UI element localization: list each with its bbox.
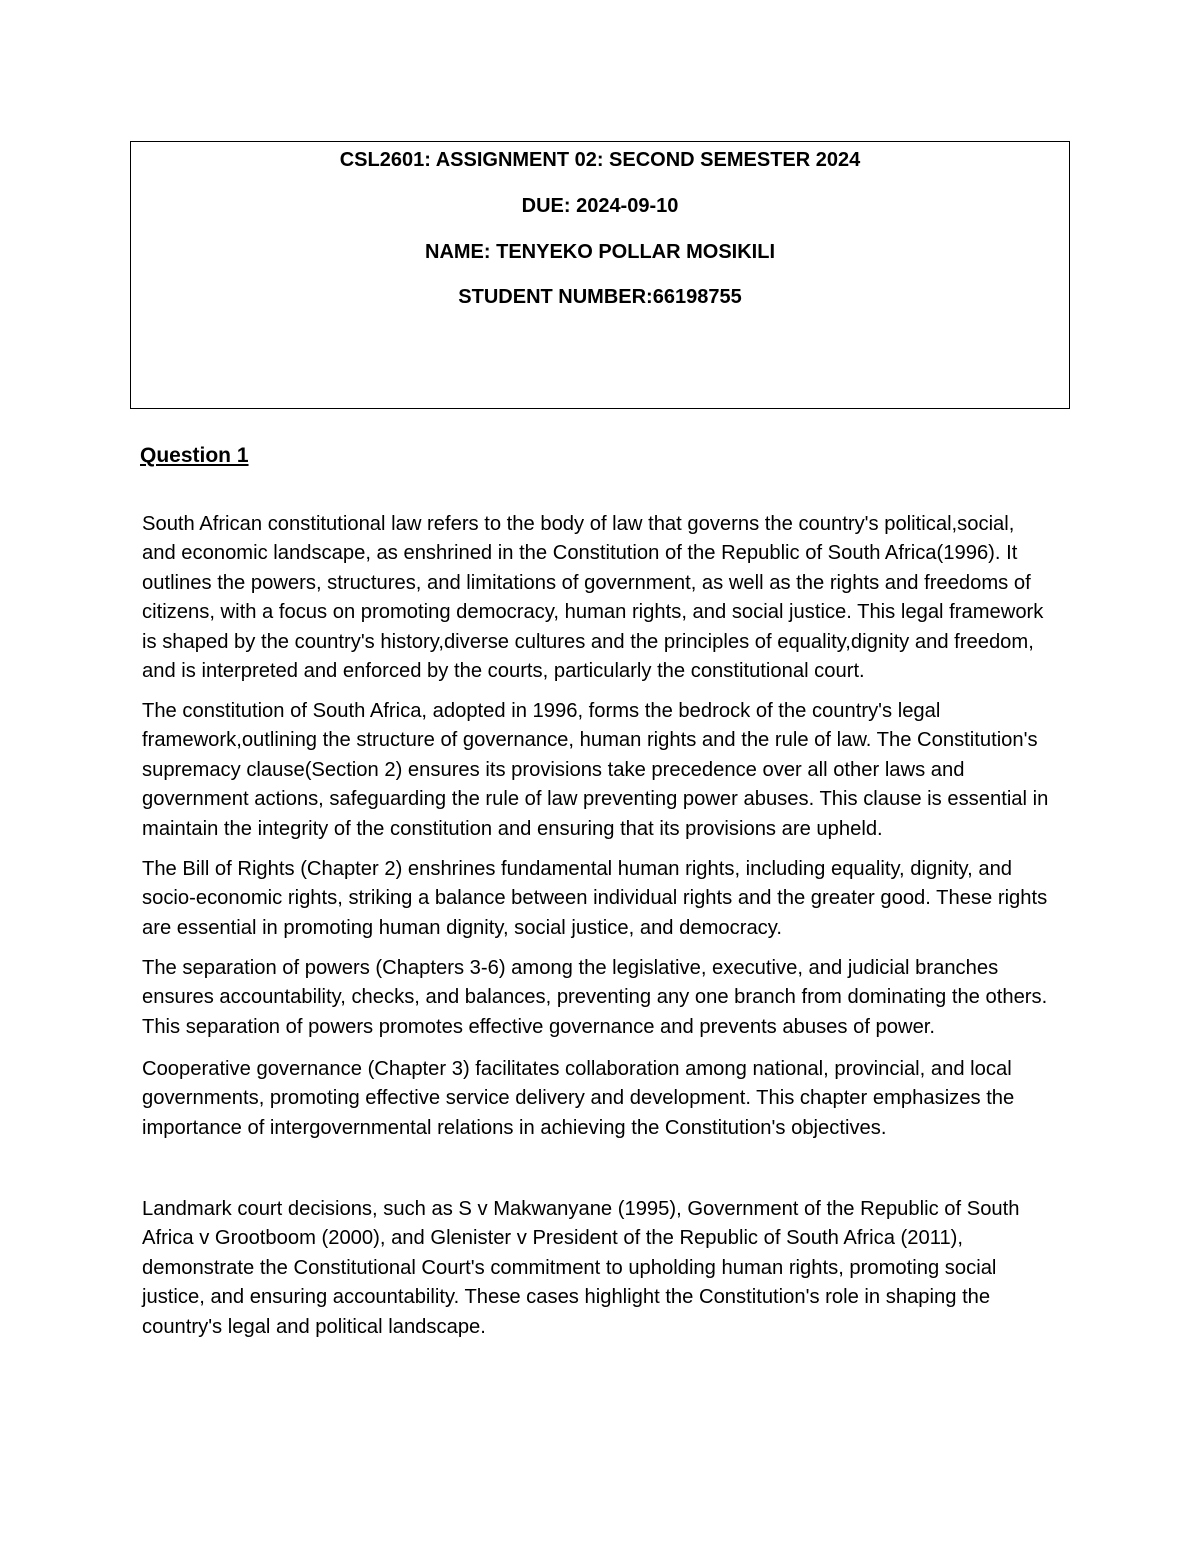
paragraph-line: country's legal and political landscape.	[142, 1315, 486, 1338]
paragraph-line: Cooperative governance (Chapter 3) facilitates collaboration among national, provincial, and local	[142, 1058, 1012, 1080]
paragraph-line: ensures accountability, checks, and balances, preventing any one branch from dominating the others.	[142, 986, 1048, 1009]
student-number: STUDENT NUMBER:66198755	[458, 286, 742, 308]
paragraph-line: importance of intergovernmental relations in achieving the Constitution's objectives.	[142, 1116, 887, 1139]
paragraph-line: The Bill of Rights (Chapter 2) enshrines fundamental human rights, including equality, dignity, and	[142, 858, 1013, 880]
paragraph-line: citizens, with a focus on promoting democracy, human rights, and social justice. This legal framework	[142, 601, 1044, 624]
paragraph-line: and economic landscape, as enshrined in the Constitution of the Republic of South Africa(1996). It	[142, 542, 1018, 565]
paragraph-line: and is interpreted and enforced by the courts, particularly the constitutional court.	[142, 660, 865, 683]
paragraph-line: demonstrate the Constitutional Court's commitment to upholding human rights, promoting social	[142, 1256, 997, 1279]
paragraph-landmark-cases	[142, 1195, 1200, 1342]
paragraph-line: socio-economic rights, striking a balance between individual rights and the greater good. These rights	[142, 887, 1048, 910]
question-heading: Question 1	[140, 444, 249, 467]
paragraph-line: The separation of powers (Chapters 3-6) among the legislative, executive, and judicial branches	[142, 957, 999, 979]
paragraph-constitution	[142, 697, 1200, 844]
paragraph-line: government actions, safeguarding the rule of law preventing power abuses. This clause is essential in	[142, 788, 1049, 811]
assignment-title: CSL2601: ASSIGNMENT 02: SECOND SEMESTER 2024	[339, 149, 861, 171]
paragraph-separation-of-powers	[142, 954, 1200, 1042]
paragraph-line: justice, and ensuring accountability. These cases highlight the Constitution's role in shaping the	[142, 1286, 991, 1309]
paragraph-line: This separation of powers promotes effective governance and prevents abuses of power.	[142, 1015, 936, 1038]
paragraph-line: framework,outlining the structure of governance, human rights and the rule of law. The Constitution's	[142, 729, 1038, 752]
paragraph-line: are essential in promoting human dignity, social justice, and democracy.	[142, 916, 782, 939]
paragraph-line: outlines the powers, structures, and limitations of government, as well as the rights and freedoms of	[142, 571, 1031, 594]
paragraph-cooperative-governance	[142, 1055, 1200, 1143]
paragraph-line: The constitution of South Africa, adopted in 1996, forms the bedrock of the country's legal	[142, 700, 941, 722]
paragraph-line: Landmark court decisions, such as S v Makwanyane (1995), Government of the Republic of South	[142, 1198, 1020, 1220]
assignment-header-box	[130, 141, 1070, 409]
paragraph-line: is shaped by the country's history,diverse cultures and the principles of equality,dignity and freedom,	[142, 630, 1034, 653]
paragraph-line: maintain the integrity of the constitution and ensuring that its provisions are upheld.	[142, 817, 883, 840]
paragraph-line: governments, promoting effective service delivery and development. This chapter emphasizes the	[142, 1087, 1015, 1110]
student-name: NAME: TENYEKO POLLAR MOSIKILI	[425, 241, 775, 263]
paragraph-intro	[142, 510, 1200, 686]
paragraph-line: supremacy clause(Section 2) ensures its provisions take precedence over all other laws and	[142, 758, 965, 781]
due-date: DUE: 2024-09-10	[521, 195, 679, 217]
paragraph-line: Africa v Grootboom (2000), and Glenister v President of the Republic of South Africa (2011),	[142, 1227, 964, 1250]
paragraph-bill-of-rights	[142, 855, 1200, 943]
paragraph-line: South African constitutional law refers to the body of law that governs the country's political,social,	[142, 513, 1015, 535]
